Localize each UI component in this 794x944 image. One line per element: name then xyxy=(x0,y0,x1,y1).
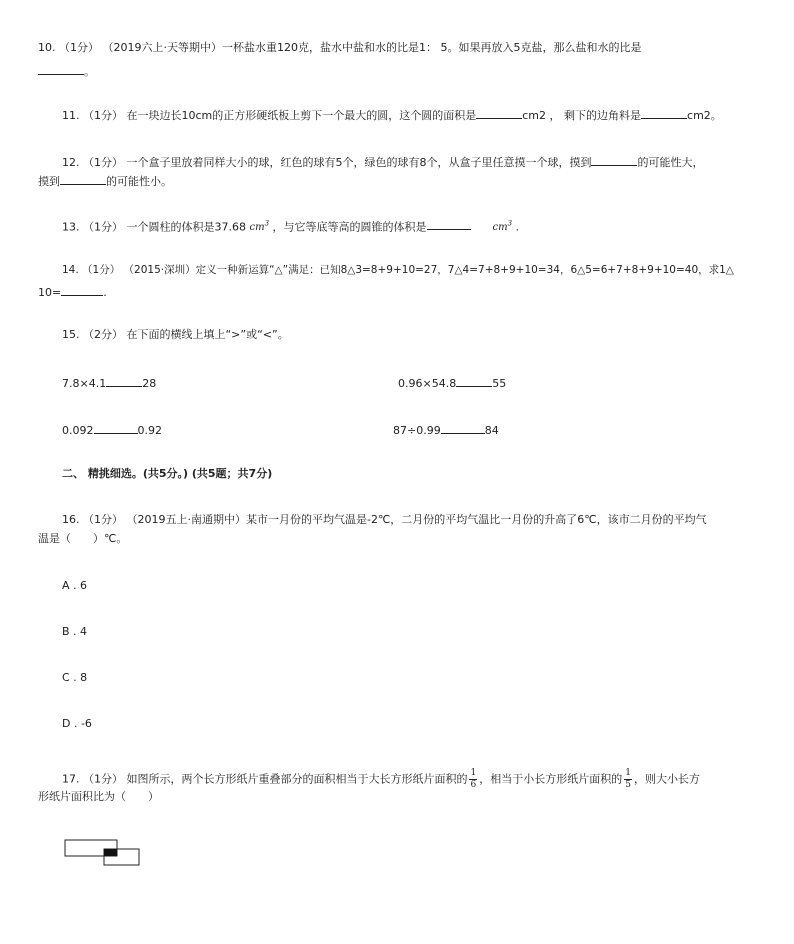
answer-blank[interactable] xyxy=(61,283,103,296)
option-c[interactable]: C . 8 xyxy=(62,671,88,684)
q13-text2: ，与它等底等高的圆锥的体积是 xyxy=(272,220,427,234)
q17-text3: ，则大小长方 xyxy=(633,772,700,786)
q16-line2: 温是（ ）℃。 xyxy=(38,532,128,545)
answer-blank[interactable] xyxy=(106,374,142,387)
q15-text: 15. （2分） 在下面的横线上填上“>”或“<”。 xyxy=(62,328,289,341)
q11 xyxy=(62,106,722,123)
q14-line2-start: 10= xyxy=(38,286,62,299)
q17-text2: ，相当于小长方形纸片面积的 xyxy=(479,772,623,786)
answer-blank[interactable] xyxy=(476,106,522,119)
answer-blank[interactable] xyxy=(456,374,492,387)
overlapping-rectangles-figure xyxy=(64,838,154,870)
q16-line1: 16. （1分） （2019五上·南通期中）某市一月份的平均气温是-2℃，二月份的平均气温比一月份的升高了6℃，该市二月份的平均气 xyxy=(62,513,707,526)
q13-text: 13. （1分） 一个圆柱的体积是37.68 xyxy=(62,220,246,234)
q11-unit1: cm2 ， 剩下的边角料是 xyxy=(522,109,642,122)
q10-line1: 10. （1分） （2019六上·天等期中）一杯盐水重120克，盐水中盐和水的比是1： 5。如果再放入5克盐，那么盐和水的比是 xyxy=(38,41,642,54)
q17-line2: 形纸片面积比为（ ） xyxy=(38,790,159,803)
answer-blank[interactable] xyxy=(591,153,637,166)
q14-line2 xyxy=(38,283,107,300)
q13-end: . xyxy=(515,220,520,234)
answer-blank[interactable] xyxy=(641,106,687,119)
fraction-one-fifth: $\frac{1}{5}$ xyxy=(625,768,631,790)
q10-end: 。 xyxy=(84,65,95,78)
option-a[interactable]: A . 6 xyxy=(62,579,88,592)
option-d[interactable]: D . -6 xyxy=(62,717,92,730)
fraction-one-sixth: $\frac{1}{6}$ xyxy=(470,768,477,790)
answer-blank[interactable] xyxy=(38,62,84,75)
q15-a: 7.8×4.1 28 xyxy=(62,374,156,391)
q11-text: 11. （1分） 在一块边长10cm的正方形硬纸板上剪下一个最大的圆，这个圆的面积是 xyxy=(62,109,477,122)
answer-blank[interactable] xyxy=(94,421,138,434)
q13-unit2: $cm^3$ xyxy=(492,220,513,234)
q13-unit: $cm^3$ xyxy=(249,220,270,234)
q14-end: . xyxy=(103,286,107,299)
q15-b: 0.96×54.8 55 xyxy=(398,374,506,391)
q14-line1: 14. （1分） （2015·深圳）定义一种新运算“△”满足：已知8△3=8+9+10=27，7△4=7+8+9+10=34，6△5=6+7+8+9+10=40，求1△ xyxy=(62,264,734,276)
q12-line1-end: 的可能性大， xyxy=(637,156,704,169)
q15-c: 0.092 0.92 xyxy=(62,421,162,438)
q17-text: 17. （1分） 如图所示，两个长方形纸片重叠部分的面积相当于大长方形纸片面积的 xyxy=(62,772,468,786)
q12-line2-start: 摸到 xyxy=(38,175,60,188)
q11-unit2: cm2。 xyxy=(687,109,722,122)
q17-line1 xyxy=(62,768,700,791)
q12-line2-end: 的可能性小。 xyxy=(106,175,172,188)
q12-text: 12. （1分） 一个盒子里放着同样大小的球，红色的球有5个，绿色的球有8个，从盒子里任意摸一个球，摸到 xyxy=(62,156,592,169)
section-title: 二、 精挑细选。(共5分。) (共5题；共7分) xyxy=(62,467,273,480)
q12-line1 xyxy=(62,153,703,170)
q15-d: 87÷0.99 84 xyxy=(393,421,499,438)
option-b[interactable]: B . 4 xyxy=(62,625,88,638)
overlap-region xyxy=(104,849,117,856)
q12-line2 xyxy=(38,172,172,189)
answer-blank[interactable] xyxy=(441,421,485,434)
answer-blank[interactable] xyxy=(60,172,106,185)
q13 xyxy=(62,217,519,235)
q10-line2 xyxy=(38,62,95,79)
answer-blank[interactable] xyxy=(427,217,471,230)
